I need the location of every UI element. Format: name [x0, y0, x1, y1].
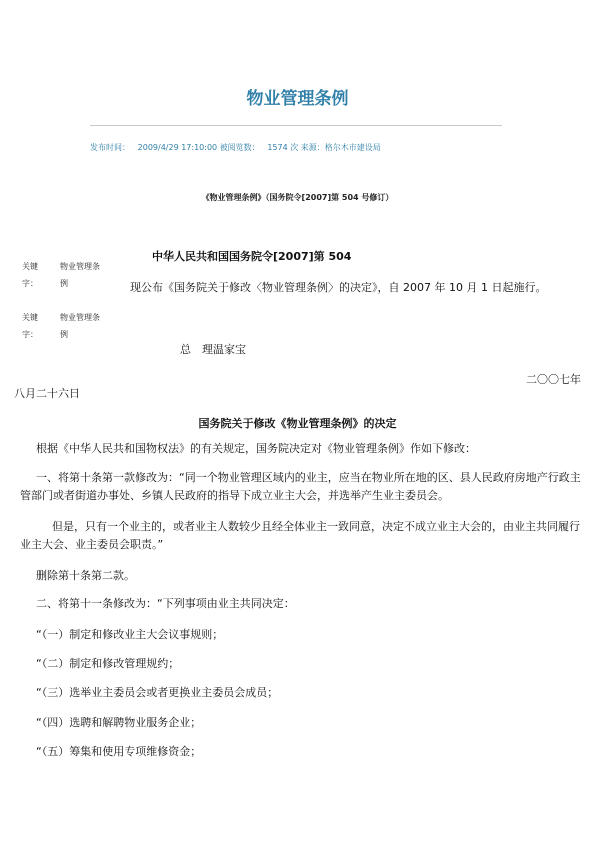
promulgation-text: 现公布《国务院关于修改〈物业管理条例〉的决定》，自 2007 年 10 月 1 日起施行。	[130, 281, 547, 294]
article-meta	[90, 142, 381, 153]
publish-time: 2009/4/29 17:10:00	[137, 143, 218, 152]
keyword-value-line: 例	[60, 330, 68, 339]
publish-time-label: 发布时间：	[90, 143, 130, 152]
keyword-label-line: 关键	[22, 313, 38, 322]
list-item: “（一）制定和修改业主大会议事规则；	[36, 628, 224, 641]
keyword-value-line: 物业管理条	[60, 313, 100, 322]
keyword-value-line: 例	[60, 279, 68, 288]
premier-signature: 总 理温家宝	[180, 343, 246, 356]
title-divider	[90, 125, 502, 126]
keyword-label-line: 字：	[22, 279, 38, 288]
paragraph: 删除第十条第二款。	[36, 569, 135, 582]
keyword-label-line: 字：	[22, 330, 38, 339]
date-part-day: 八月二十六日	[14, 387, 80, 400]
paragraph: 根据《中华人民共和国物权法》的有关规定，国务院决定对《物业管理条例》作如下修改：	[36, 442, 476, 455]
keyword-value	[60, 309, 100, 343]
decree-heading: 中华人民共和国国务院令[2007]第 504	[152, 250, 352, 263]
keyword-label	[22, 309, 38, 343]
page-title: 物业管理条例	[246, 89, 349, 109]
decision-title: 国务院关于修改《物业管理条例》的决定	[198, 417, 397, 430]
source-label: 来源：	[300, 143, 325, 152]
views-label: 被阅览数：	[219, 143, 260, 152]
paragraph: 但是，只有一个业主的，或者业主人数较少且经全体业主一致同意，决定不成立业主大会的，由业主共同履行业主大会、业主委员会职责。”	[20, 520, 580, 551]
keyword-label	[22, 258, 38, 292]
paragraph: 二、将第十一条修改为：“下列事项由业主共同决定：	[36, 597, 295, 610]
views-unit: 次	[290, 143, 299, 152]
order-title: 《物业管理条例》（国务院令[2007]第 504 号修订）	[201, 193, 394, 202]
keyword-label-line: 关键	[22, 262, 38, 271]
list-item: “（五）筹集和使用专项维修资金；	[36, 745, 202, 758]
date-part-year: 二〇〇七年	[526, 373, 581, 386]
keyword-value-line: 物业管理条	[60, 262, 100, 271]
source-value: 格尔木市建设局	[324, 143, 381, 152]
list-item: “（三）选举业主委员会或者更换业主委员会成员；	[36, 686, 279, 699]
views-count: 1574	[267, 143, 288, 152]
paragraph: 一、将第十条第一款修改为：“同一个物业管理区域内的业主，应当在物业所在地的区、县人民政府房地产行政主管部门或者街道办事处、乡镇人民政府的指导下成立业主大会，并选举产生业主委员会。	[20, 471, 581, 502]
keyword-value	[60, 258, 100, 292]
list-item: “（四）选聘和解聘物业服务企业；	[36, 716, 202, 729]
list-item: “（二）制定和修改管理规约；	[36, 657, 180, 670]
